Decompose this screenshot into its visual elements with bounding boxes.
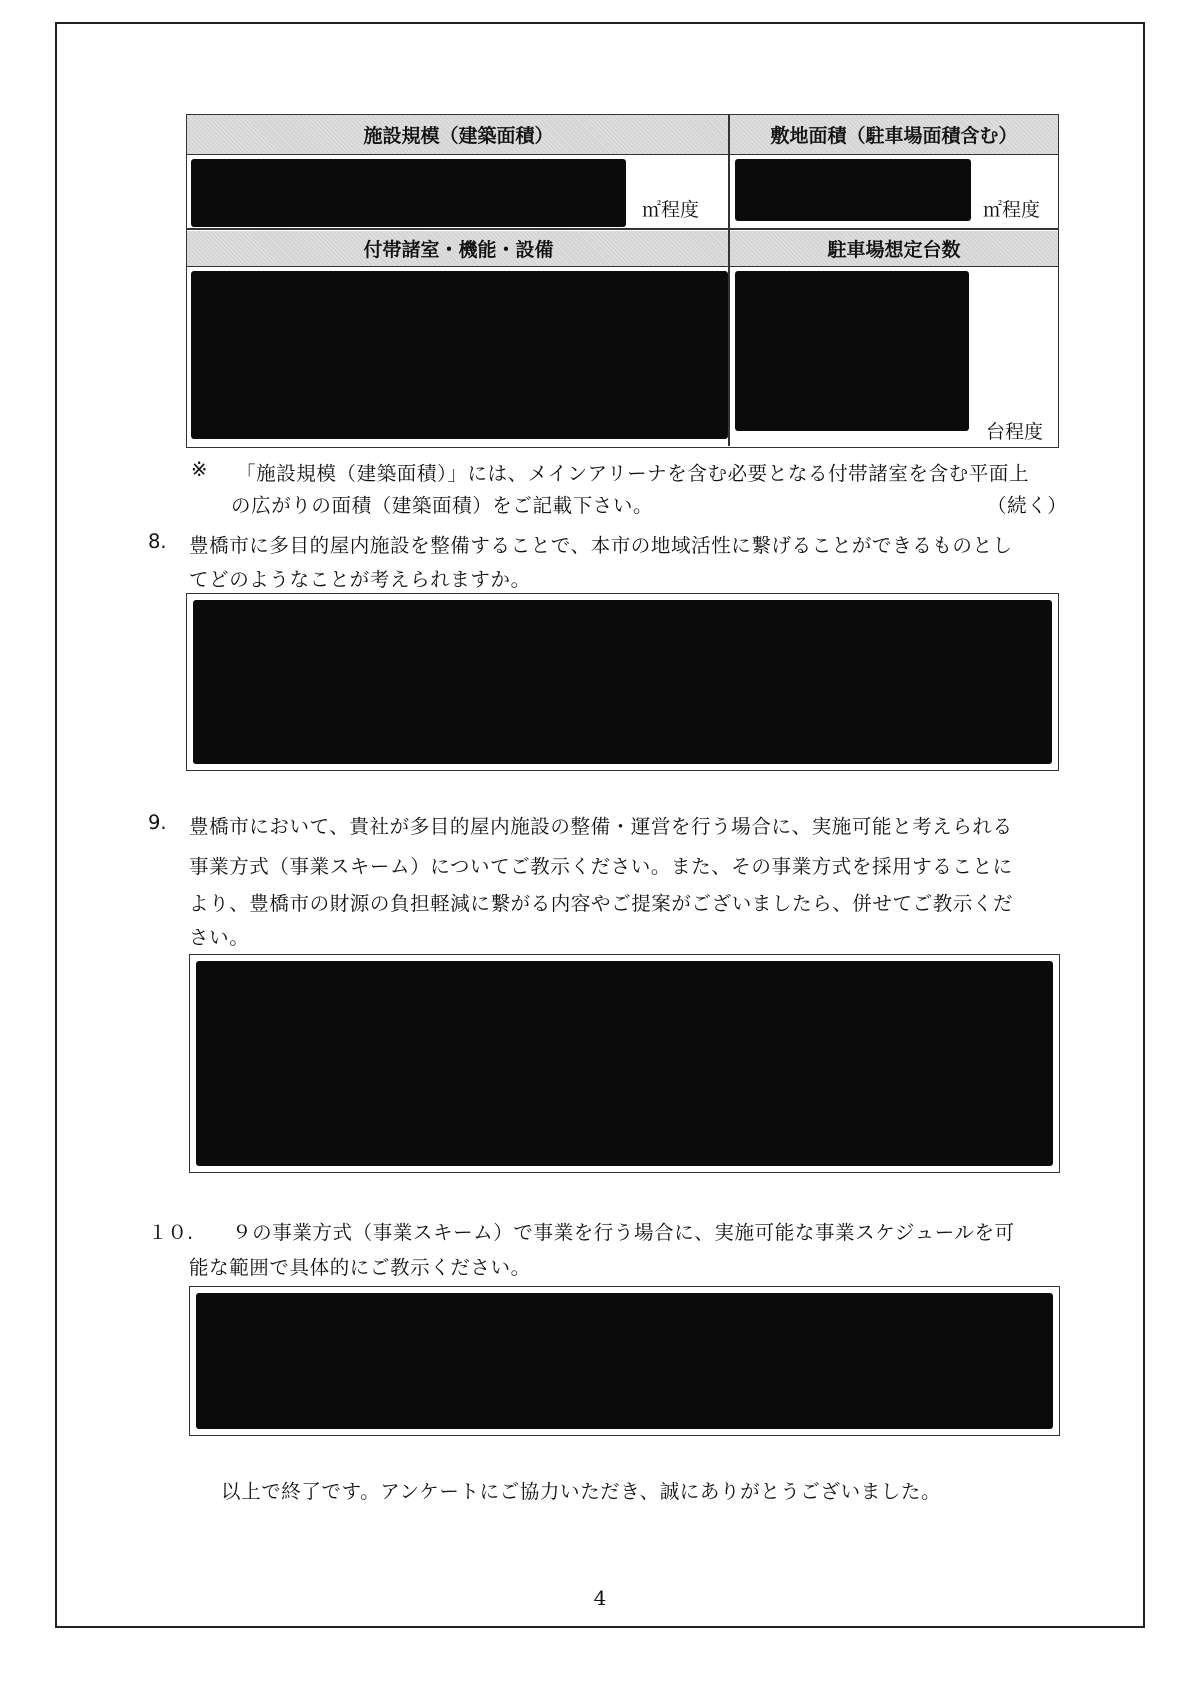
q10-line-1: ９の事業方式（事業スキーム）で事業を行う場合に、実施可能な事業スケジュールを可 — [232, 1221, 1015, 1244]
redacted-site-area — [735, 159, 971, 221]
q10-answer-box — [189, 1286, 1060, 1436]
q10-number: １０. — [148, 1221, 194, 1244]
facility-table — [186, 114, 1059, 448]
redacted-q9-answer — [196, 961, 1053, 1166]
facility-scale-unit: ㎡程度 — [642, 199, 700, 221]
note-line-1: 「施設規模（建築面積）」には、メインアリーナを含む必要となる付帯諸室を含む平面上 — [236, 462, 1030, 485]
redacted-facility-scale — [191, 159, 626, 227]
site-area-unit: ㎡程度 — [983, 199, 1041, 221]
redacted-q8-answer — [193, 600, 1052, 764]
q8-answer-box — [186, 593, 1059, 771]
note-mark: ※ — [191, 458, 208, 481]
q9-number: 9. — [148, 811, 167, 834]
redacted-rooms-functions — [191, 271, 728, 439]
redacted-parking-count — [735, 271, 969, 431]
parking-count-header: 駐車場想定台数 — [730, 231, 1058, 267]
q9-answer-box — [189, 954, 1060, 1173]
q8-line-1: 豊橋市に多目的屋内施設を整備することで、本市の地域活性に繋げることができるものとし — [189, 534, 1013, 557]
q8-line-2: てどのようなことが考えられますか。 — [189, 568, 531, 591]
parking-count-unit: 台程度 — [986, 421, 1044, 443]
continued-label: （続く） — [987, 494, 1068, 517]
closing-message: 以上で終了です。アンケートにご協力いただき、誠にありがとうございました。 — [221, 1480, 942, 1503]
q8-number: 8. — [148, 530, 167, 553]
q9-line-3: より、豊橋市の財源の負担軽減に繋がる内容やご提案がございましたら、併せてご教示くだ — [189, 892, 1014, 915]
q9-line-2: 事業方式（事業スキーム）についてご教示ください。また、その事業方式を採用することに — [189, 855, 1013, 878]
note-line-2: の広がりの面積（建築面積）をご記載下さい。 — [231, 494, 654, 517]
redacted-q10-answer — [196, 1293, 1053, 1429]
q9-line-4: さい。 — [189, 926, 250, 949]
q9-line-1: 豊橋市において、貴社が多目的屋内施設の整備・運営を行う場合に、実施可能と考えられる — [189, 815, 1013, 838]
rooms-functions-header: 付帯諸室・機能・設備 — [187, 231, 730, 267]
site-area-header: 敷地面積（駐車場面積含む） — [730, 115, 1058, 155]
page-number: 4 — [593, 1586, 607, 1610]
facility-scale-header: 施設規模（建築面積） — [187, 115, 730, 155]
q10-line-2: 能な範囲で具体的にご教示ください。 — [189, 1256, 531, 1279]
